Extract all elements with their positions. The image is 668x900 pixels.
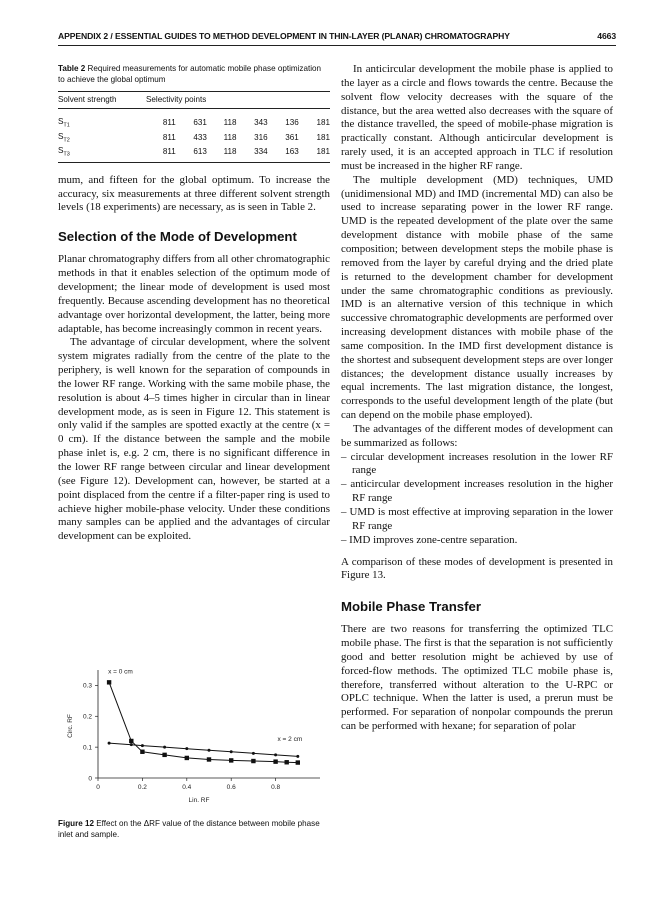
data-point: [229, 758, 233, 762]
right-column: [341, 63, 613, 734]
table-cell: 811: [162, 132, 176, 142]
figure-caption: [58, 818, 330, 840]
measurements-table: [58, 91, 330, 163]
table-cell: 631: [193, 118, 207, 128]
section-heading: Selection of the Mode of Development: [58, 229, 297, 245]
table-row: [58, 109, 330, 130]
table-cell: 334: [237, 144, 268, 162]
paragraph: mum, and fifteen for the global optimum. To increase the accuracy, six measurements at three different solvent strength levels (18 experiments) are necessary, as is seen in Table 2.: [58, 173, 330, 214]
section-heading: Mobile Phase Transfer: [341, 599, 481, 615]
y-tick-label: 0.3: [82, 682, 92, 690]
table-cell: 118: [223, 118, 237, 128]
table-cell: 811: [146, 144, 176, 162]
table-cell: 361: [285, 132, 299, 142]
table-cell: 118: [207, 144, 237, 162]
paragraph: In anticircular development the mobile phase is applied to the layer as a circle and flows towards the centre. Because the solvent flow velocity decreases with the square of the distance, but the area wetted also decreases with the square of the distance travelled, the speed of mobile-phase migration is practically constant. Although anticircular development is rarely used, it is an accepted approach in TLC if resolution must be increased in the higher RF range.: [341, 63, 613, 172]
x-tick-label: 0.6: [226, 784, 236, 791]
table-caption-text: Required measurements for automatic mobile phase optimization to achieve the global optimum: [58, 64, 322, 84]
table-cell: 316: [254, 132, 268, 142]
figure-caption-text: Effect on the ΔRF value of the distance between mobile phase inlet and sample.: [58, 819, 320, 839]
table-row-label: $S_{T3}$: [58, 144, 146, 162]
list-item: – anticircular development increases resolution in the higher RF range: [341, 478, 613, 505]
table-row-label: $S_{T1}$: [58, 117, 70, 129]
data-point: [251, 759, 255, 763]
table-caption: [58, 63, 330, 85]
data-point: [185, 756, 189, 760]
data-point: [207, 757, 211, 761]
table-cell: 136: [285, 118, 299, 128]
table-row-label: $S_{T2}$: [58, 131, 70, 144]
y-tick-label: 0.1: [82, 744, 92, 752]
x-tick-label: 0.4: [182, 784, 192, 791]
table-cell: 811: [162, 118, 176, 128]
figure-label: Figure 12: [58, 819, 94, 828]
series-label: x = 2 cm: [277, 735, 303, 743]
page-number: 4663: [597, 31, 616, 41]
data-point: [274, 753, 277, 756]
data-point: [107, 680, 111, 684]
header-rule: [58, 45, 616, 46]
table-cell: 181: [299, 144, 330, 162]
running-header-title: APPENDIX 2 / ESSENTIAL GUIDES TO METHOD DEVELOPMENT IN THIN-LAYER (PLANAR) CHROMATOGRAPHY: [58, 31, 510, 41]
y-tick-label: 0: [88, 775, 92, 783]
table-cell: 433: [193, 132, 207, 142]
table-row: [58, 130, 330, 145]
data-point: [108, 742, 111, 745]
advantages-list: [341, 451, 613, 548]
series-line: [109, 682, 298, 762]
data-point: [163, 746, 166, 749]
table-header-solvent-strength: Solvent strength: [58, 92, 146, 109]
paragraph: A comparison of these modes of development is presented in Figure 13.: [341, 555, 613, 582]
data-point: [285, 760, 289, 764]
data-point: [296, 760, 300, 764]
series-label: x = 0 cm: [108, 668, 133, 676]
list-item: – IMD improves zone-centre separation.: [341, 533, 518, 546]
table-cell: 613: [176, 144, 207, 162]
paragraph: The advantages of the different modes of development can be summarized as follows:: [341, 422, 613, 449]
y-tick-label: 0.2: [82, 713, 92, 721]
table-cell: 163: [268, 144, 299, 162]
x-tick-label: 0.2: [137, 784, 147, 791]
data-point: [208, 749, 211, 752]
x-tick-label: 0: [96, 784, 100, 791]
data-point: [252, 752, 255, 755]
table-header-row: [58, 92, 330, 109]
table-label: Table 2: [58, 64, 86, 73]
table-cell: 118: [223, 132, 237, 142]
list-item: – UMD is most effective at improving separation in the lower RF range: [341, 506, 613, 532]
table-row: [58, 144, 330, 162]
paragraph: The multiple development (MD) techniques, UMD (unidimensional MD) and IMD (incremental MD) can also be used to increase separating power in the lower RF range. UMD is the repeated development of the plate over the same development distance with mobile phase of the same composition; between development steps the mobile phase is removed from the layer by careful drying and the dried plate is returned to the development chamber for development under the same chromatographic conditions as previously. IMD is an alternative version of this technique in which successive chromatographic developments are performed over increasing development distances with mobile phase of the same composition. In the IMD first development distance is the shortest and subsequent development steps are over longer distances; the development distance usually increases by equal increments. The last migration distance, the longest, corresponds to the useful development length of the plate (but can depend on the mobile phase employed).: [341, 173, 613, 422]
running-header: [58, 31, 616, 45]
x-tick-label: 0.8: [271, 784, 281, 791]
table-cell: 181: [316, 118, 330, 128]
figure-12-chart: [58, 662, 330, 812]
data-point: [130, 743, 133, 746]
table-cell: 181: [316, 132, 330, 142]
paragraph: The advantage of circular development, where the solvent system migrates radially from the centre of the plate to the periphery, is well known for the separation of compounds in the lower RF range. Working with the same mobile phase, the resolution is about 4–5 times higher in circular than in linear development mode, as is seen in Figure 12. This statement is only valid if the samples are spotted exactly at the centre (x = 0 cm). If the distance between the sample and the mobile phase inlet is, e.g. 2 cm, there is no significant difference in the lower RF range between circular and linear development (see Figure 12). Development can, however, be started at a point displaced from the centre if a filter-paper ring is used to achieve higher mobile-phase velocity. Under these conditions many samples can be applied and the advantages of circular development can be exploited.: [58, 336, 330, 543]
data-point: [296, 755, 299, 758]
x-axis-label: Lin. RF: [188, 797, 210, 804]
data-point: [141, 744, 144, 747]
table-cell: 343: [254, 118, 268, 128]
data-point: [273, 759, 277, 763]
data-point: [230, 750, 233, 753]
left-column: [58, 63, 330, 544]
list-item: – circular development increases resolution in the lower RF range: [341, 450, 613, 477]
figure-12: [58, 662, 330, 812]
table-header-selectivity-points: Selectivity points: [146, 92, 330, 109]
data-point: [140, 750, 144, 754]
data-point: [129, 739, 133, 743]
y-axis-label: Circ. RF: [67, 714, 74, 738]
data-point: [185, 747, 188, 750]
data-point: [162, 753, 166, 757]
paragraph: There are two reasons for transferring the optimized TLC mobile phase. The first is that the separation is not sufficiently good and better resolution might be achieved by use of forced-flow methods. The optimized TLC mobile phase is, therefore, transferred without alteration to the U-RPC or OPLC technique. When the latter is used, a prerun must be performed. For separation of nonpolar compounds the prerun can be performed with hexane; for separation of polar: [341, 623, 613, 733]
paragraph: Planar chromatography differs from all other chromatographic methods in that it enables selection of the optimum mode of development; the linear mode of development is used most frequently. Because ascending development has no theoretical advantage over horizontal development, the latter, being more adaptable, has become increasingly common in recent years.: [58, 253, 330, 335]
series-line: [109, 743, 298, 756]
